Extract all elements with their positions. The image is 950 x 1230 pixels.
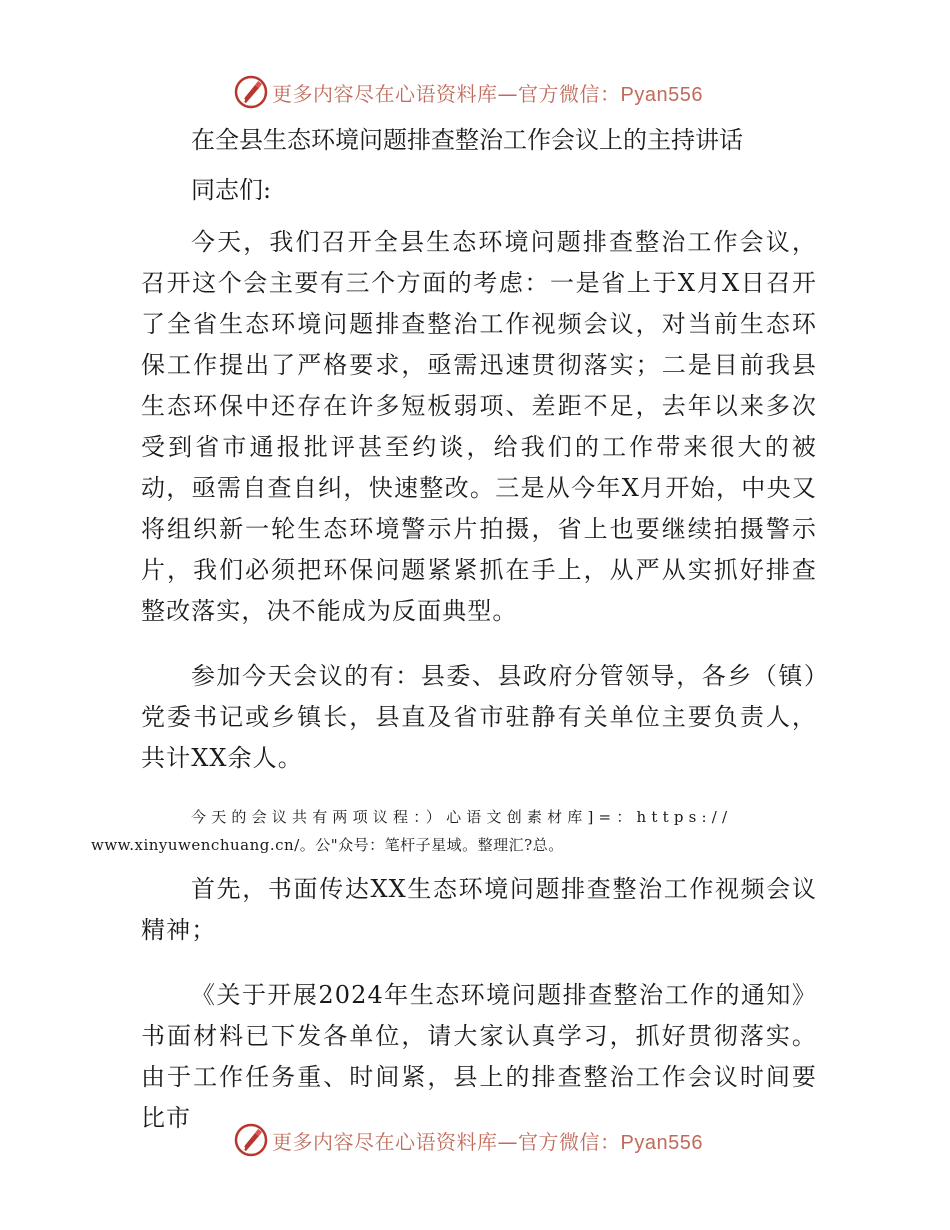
footer-banner xyxy=(0,1120,950,1160)
paragraph: 《关于开展2024年生态环境问题排查整治工作的通知》书面材料已下发各单位，请大家认真学习，抓好贯彻落实。由于工作任务重、时间紧，县上的排查整治工作会议时间要比市 xyxy=(141,981,817,1132)
banner-dash: — xyxy=(497,1130,518,1154)
banner-wechat-label: 官方微信： xyxy=(518,1130,621,1154)
pen-logo-icon xyxy=(233,74,269,110)
banner-wechat-id: Pyan556 xyxy=(620,84,703,106)
salutation: 同志们: xyxy=(191,176,272,204)
agenda-note xyxy=(91,803,817,859)
banner-slogan: 更多内容尽在心语资料库 xyxy=(272,1130,498,1154)
paragraph: 参加今天会议的有：县委、县政府分管领导，各乡（镇）党委书记或乡镇长，县直及省市驻静有关单位主要负责人，共计XX余人。 xyxy=(141,662,817,772)
banner-text xyxy=(272,1126,703,1155)
header-banner xyxy=(0,72,950,112)
paragraph: 首先，书面传达XX生态环境问题排查整治工作视频会议精神； xyxy=(141,875,817,944)
pen-logo-icon xyxy=(233,1122,269,1158)
document-body xyxy=(91,118,817,1163)
banner-wechat-label: 官方微信： xyxy=(518,82,621,106)
banner-dash: — xyxy=(497,82,518,106)
document-title: 在全县生态环境问题排查整治工作会议上的主持讲话 xyxy=(191,126,743,154)
banner-slogan: 更多内容尽在心语资料库 xyxy=(272,82,498,106)
paragraph: 今天，我们召开全县生态环境问题排查整治工作会议，召开这个会主要有三个方面的考虑：一是省上于X月X日召开了全省生态环境问题排查整治工作视频会议，对当前生态环保工作提出了严格要求，亟需迅速贯彻落实；二是目前我县生态环保中还存在许多短板弱项、差距不足，去年以来多次受到省市通报批评甚至约谈，给我们的工作带来很大的被动，亟需自查自纠，快速整改。三是从今年X月开始，中央又将组织新一轮生态环境警示片拍摄，省上也要继续拍摄警示片，我们必须把环保问题紧紧抓在手上，从严从实抓好排查整改落实，决不能成为反面典型。 xyxy=(141,228,817,625)
agenda-note-line2: www.xinyuwenchuang.cn/。公"众号：笔杆子星域。整理汇?总。 xyxy=(91,836,564,854)
banner-text xyxy=(272,78,703,107)
agenda-note-line1: 今天的会议共有两项议程：）心语文创素材库]=：https:// xyxy=(191,808,733,826)
banner-wechat-id: Pyan556 xyxy=(620,1132,703,1154)
